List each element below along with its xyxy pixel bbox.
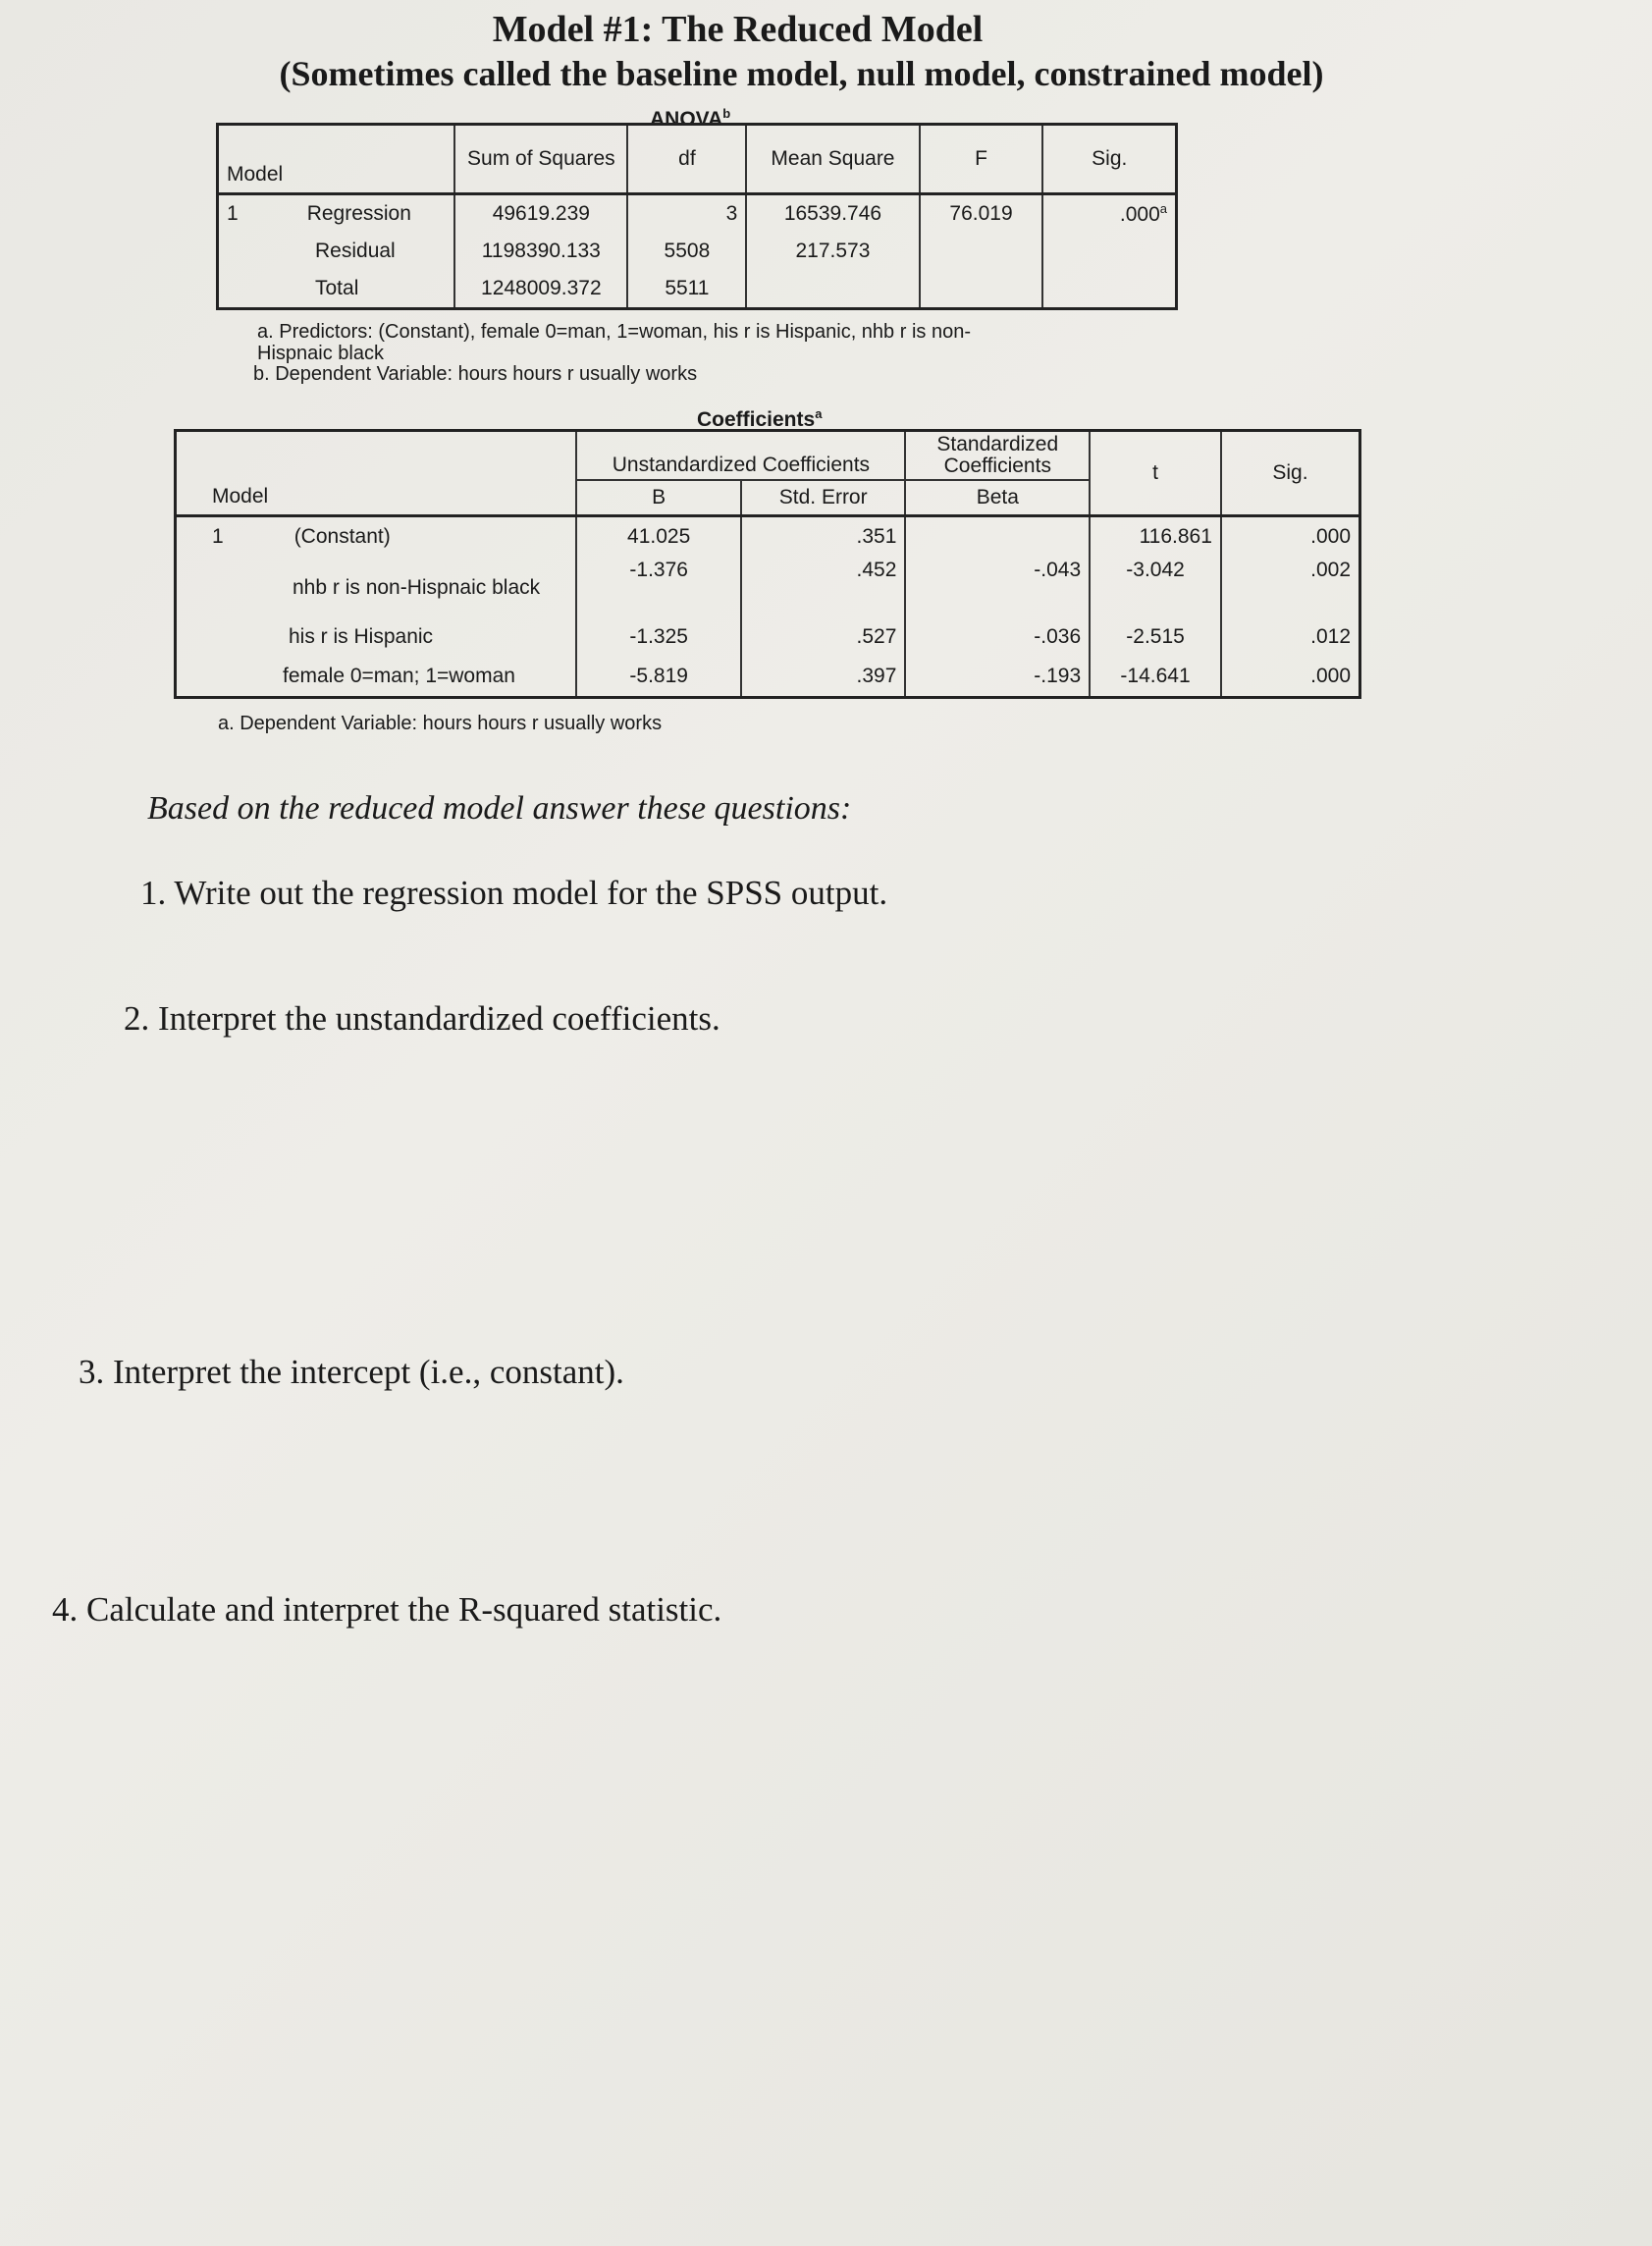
coef-row-constant xyxy=(176,516,1360,558)
coef-row-hispanic xyxy=(176,617,1360,657)
coef-header-std-error: Std. Error xyxy=(741,480,905,516)
anova-table xyxy=(216,123,1178,310)
anova-row-label: 1 Regression xyxy=(227,202,411,225)
coef-row-female xyxy=(176,657,1360,698)
anova-cell-df: 5511 xyxy=(627,270,746,309)
anova-cell-ss: 1248009.372 xyxy=(454,270,627,309)
anova-cell-f xyxy=(920,270,1043,309)
coef-cell-se: .452 xyxy=(741,557,905,617)
anova-footnote-a-cont: Hispnaic black xyxy=(257,343,384,364)
coef-cell-se: .527 xyxy=(741,617,905,657)
coef-header-model: Model xyxy=(176,431,577,516)
anova-row-total xyxy=(218,270,1177,309)
page-title: Model #1: The Reduced Model xyxy=(492,9,984,50)
anova-row-label: Total xyxy=(315,277,359,299)
coef-cell-sig: .000 xyxy=(1221,657,1360,698)
coef-cell-b: -1.376 xyxy=(576,557,741,617)
anova-header-sum-of-squares: Sum of Squares xyxy=(454,125,627,194)
coef-cell-beta: -.036 xyxy=(905,617,1090,657)
question-1: 1. Write out the regression model for the SPSS output. xyxy=(140,874,888,912)
coef-row-label: 1 (Constant) xyxy=(212,525,391,548)
anova-header-sig: Sig. xyxy=(1042,125,1176,194)
anova-cell-ss: 1198390.133 xyxy=(454,233,627,270)
anova-footnote-b: b. Dependent Variable: hours hours r usually works xyxy=(253,363,698,385)
coef-header-unstandardized: Unstandardized Coefficients xyxy=(576,431,905,481)
coef-header-standardized: Standardized Coefficients xyxy=(905,431,1090,481)
coefficients-table xyxy=(174,429,1361,699)
coef-cell-t: -2.515 xyxy=(1090,617,1221,657)
anova-header-f: F xyxy=(920,125,1043,194)
anova-cell-f: 76.019 xyxy=(920,194,1043,234)
coefficients-footnote: a. Dependent Variable: hours hours r usually works xyxy=(218,713,663,734)
anova-row-label: Residual xyxy=(315,240,396,262)
coef-header-sig: Sig. xyxy=(1221,431,1360,516)
coef-row-label: his r is Hispanic xyxy=(289,625,434,648)
anova-row-regression xyxy=(218,194,1177,234)
anova-cell-ms: 217.573 xyxy=(746,233,919,270)
coef-cell-sig: .000 xyxy=(1221,516,1360,558)
coef-cell-b: 41.025 xyxy=(576,516,741,558)
question-4: 4. Calculate and interpret the R-squared statistic. xyxy=(52,1590,722,1629)
anova-header-model: Model xyxy=(218,125,455,194)
coef-cell-t: 116.861 xyxy=(1090,516,1221,558)
coef-cell-beta: -.193 xyxy=(905,657,1090,698)
coef-model-number: 1 xyxy=(212,525,224,548)
coef-cell-t: -3.042 xyxy=(1090,557,1221,617)
coefficients-header-row-1 xyxy=(176,431,1360,481)
coef-cell-beta xyxy=(905,516,1090,558)
anova-cell-sig xyxy=(1042,270,1176,309)
coef-header-beta: Beta xyxy=(905,480,1090,516)
coef-row-nhb xyxy=(176,557,1360,617)
coefficients-caption: Coefficients$^a$ xyxy=(697,406,823,431)
anova-cell-ms xyxy=(746,270,919,309)
anova-cell-df: 5508 xyxy=(627,233,746,270)
coef-cell-se: .397 xyxy=(741,657,905,698)
coef-cell-se: .351 xyxy=(741,516,905,558)
anova-footnote-a: a. Predictors: (Constant), female 0=man, 1=woman, his r is Hispanic, nhb r is non- xyxy=(257,321,971,343)
coef-cell-sig: .002 xyxy=(1221,557,1360,617)
coef-row-label: female 0=man; 1=woman xyxy=(283,665,515,687)
anova-cell-sig xyxy=(1042,233,1176,270)
coef-cell-b: -5.819 xyxy=(576,657,741,698)
page-subtitle: (Sometimes called the baseline model, null model, constrained model) xyxy=(279,54,1324,93)
coef-cell-beta: -.043 xyxy=(905,557,1090,617)
coef-cell-t: -14.641 xyxy=(1090,657,1221,698)
anova-row-residual xyxy=(218,233,1177,270)
anova-cell-df: 3 xyxy=(627,194,746,234)
anova-header-mean-square: Mean Square xyxy=(746,125,919,194)
anova-cell-f xyxy=(920,233,1043,270)
anova-header-row xyxy=(218,125,1177,194)
question-2: 2. Interpret the unstandardized coefficients. xyxy=(124,999,720,1038)
anova-caption: ANOVA$^b$ xyxy=(650,106,731,131)
anova-header-df: df xyxy=(627,125,746,194)
coef-cell-b: -1.325 xyxy=(576,617,741,657)
anova-model-number: 1 xyxy=(227,202,239,225)
instructions: Based on the reduced model answer these questions: xyxy=(147,790,852,827)
anova-cell-ms: 16539.746 xyxy=(746,194,919,234)
coef-row-label: nhb r is non-Hispnaic black xyxy=(293,575,541,599)
coef-cell-sig: .012 xyxy=(1221,617,1360,657)
question-3: 3. Interpret the intercept (i.e., constant). xyxy=(79,1353,624,1391)
anova-cell-ss: 49619.239 xyxy=(454,194,627,234)
coef-header-b: B xyxy=(576,480,741,516)
anova-cell-sig: .000$^a$ xyxy=(1042,194,1176,234)
coef-header-t: t xyxy=(1090,431,1221,516)
